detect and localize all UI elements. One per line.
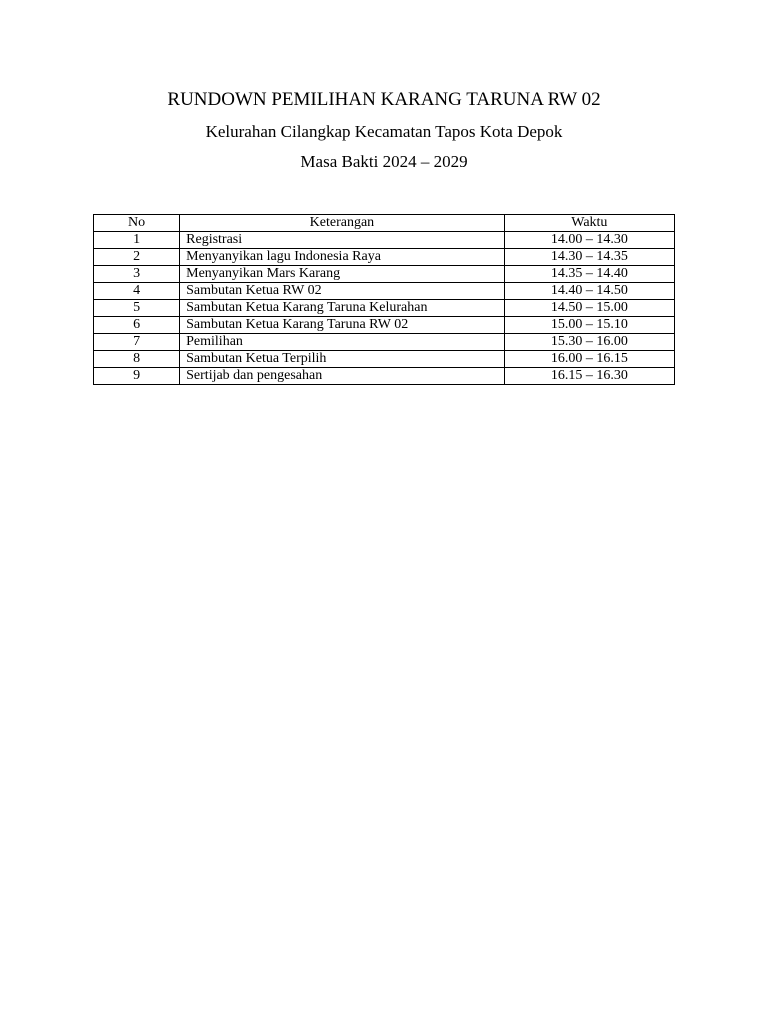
document-period: Masa Bakti 2024 – 2029	[300, 152, 468, 171]
table-row	[94, 351, 675, 368]
table-row	[94, 317, 675, 334]
row-no: 6	[94, 317, 180, 334]
row-no: 8	[94, 351, 180, 368]
table-row	[94, 300, 675, 317]
rundown-table	[93, 214, 675, 385]
row-waktu: 14.00 – 14.30	[504, 232, 674, 249]
row-waktu: 14.40 – 14.50	[504, 283, 674, 300]
row-no: 5	[94, 300, 180, 317]
table-header-row	[94, 215, 675, 232]
row-no: 3	[94, 266, 180, 283]
row-waktu: 15.30 – 16.00	[504, 334, 674, 351]
row-waktu: 14.30 – 14.35	[504, 249, 674, 266]
table-row	[94, 266, 675, 283]
row-waktu: 14.50 – 15.00	[504, 300, 674, 317]
row-keterangan: Registrasi	[180, 232, 505, 249]
row-no: 1	[94, 232, 180, 249]
row-waktu: 15.00 – 15.10	[504, 317, 674, 334]
row-waktu: 16.00 – 16.15	[504, 351, 674, 368]
row-keterangan: Sambutan Ketua RW 02	[180, 283, 505, 300]
row-waktu: 16.15 – 16.30	[504, 368, 674, 385]
table-row	[94, 334, 675, 351]
table-row	[94, 249, 675, 266]
row-keterangan: Menyanyikan lagu Indonesia Raya	[180, 249, 505, 266]
row-no: 9	[94, 368, 180, 385]
table-row	[94, 232, 675, 249]
document-subtitle: Kelurahan Cilangkap Kecamatan Tapos Kota Depok	[205, 122, 563, 141]
row-no: 7	[94, 334, 180, 351]
table-row	[94, 368, 675, 385]
header-keterangan: Keterangan	[180, 215, 505, 232]
row-keterangan: Pemilihan	[180, 334, 505, 351]
row-keterangan: Sambutan Ketua Karang Taruna Kelurahan	[180, 300, 505, 317]
row-waktu: 14.35 – 14.40	[504, 266, 674, 283]
document-title: RUNDOWN PEMILIHAN KARANG TARUNA RW 02	[167, 89, 601, 110]
row-no: 2	[94, 249, 180, 266]
row-no: 4	[94, 283, 180, 300]
header-waktu: Waktu	[504, 215, 674, 232]
row-keterangan: Sertijab dan pengesahan	[180, 368, 505, 385]
row-keterangan: Sambutan Ketua Terpilih	[180, 351, 505, 368]
row-keterangan: Sambutan Ketua Karang Taruna RW 02	[180, 317, 505, 334]
header-no: No	[94, 215, 180, 232]
table-row	[94, 283, 675, 300]
row-keterangan: Menyanyikan Mars Karang	[180, 266, 505, 283]
